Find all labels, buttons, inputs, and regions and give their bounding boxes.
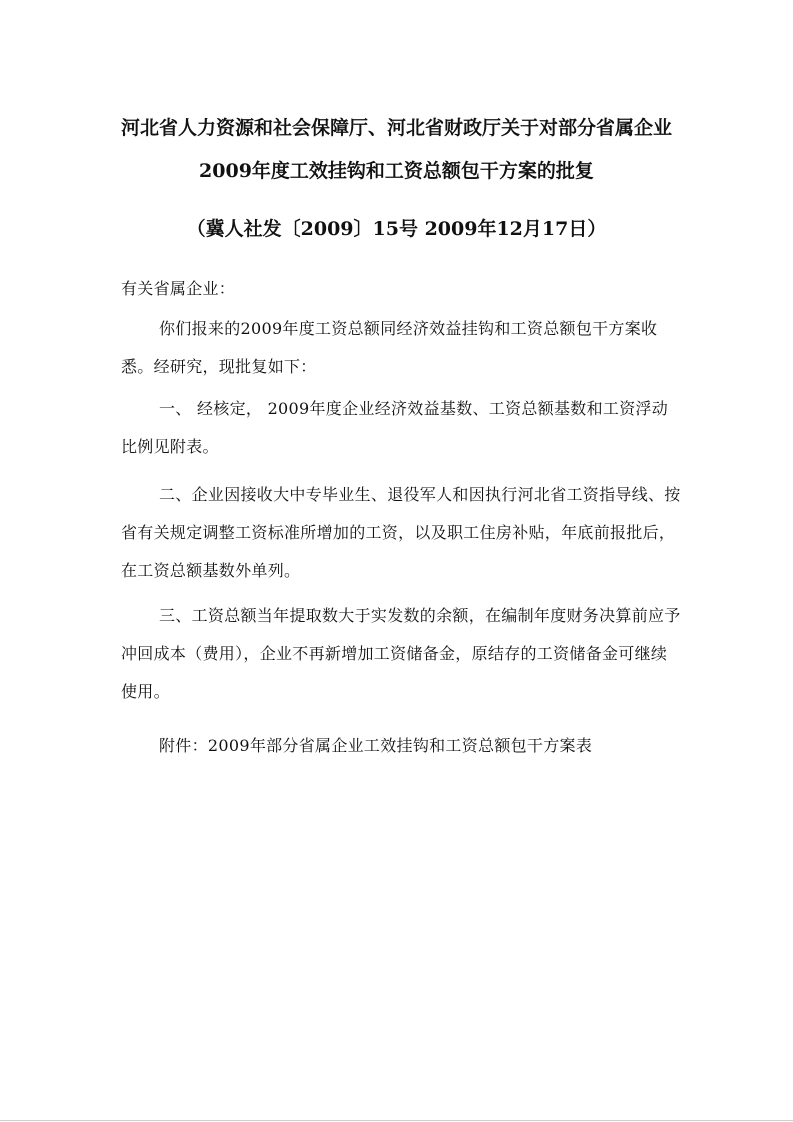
attachment-note: 附件：2009年部分省属企业工效挂钩和工资总额包干方案表 — [159, 736, 593, 755]
document-title-line-2: 2009年度工效挂钩和工资总额包干方案的批复 — [199, 160, 594, 182]
paragraph-item-2: 二、企业因接收大中专毕业生、退役军人和因执行河北省工资指导线、按省有关规定调整工资标准所增加的工资，以及职工住房补贴，年底前报批后，在工资总额基数外单列。 — [121, 485, 681, 580]
salutation: 有关省属企业： — [121, 279, 236, 298]
paragraph-item-3: 三、工资总额当年提取数大于实发数的余额，在编制年度财务决算前应予冲回成本（费用），企业不再新增加工资储备金，原结存的工资储备金可继续使用。 — [121, 606, 681, 701]
document-number: （冀人社发〔2009〕15号 2009年12月17日） — [186, 218, 607, 240]
paragraph-item-1: 一、 经核定， 2009年度企业经济效益基数、工资总额基数和工资浮动比例见附表。 — [121, 399, 669, 456]
document-title-line-1: 河北省人力资源和社会保障厅、河北省财政厅关于对部分省属企业 — [120, 117, 672, 139]
page-bottom-divider — [0, 1120, 793, 1121]
paragraph-intro: 你们报来的2009年度工资总额同经济效益挂钩和工资总额包干方案收悉。经研究，现批复如下： — [121, 319, 658, 376]
